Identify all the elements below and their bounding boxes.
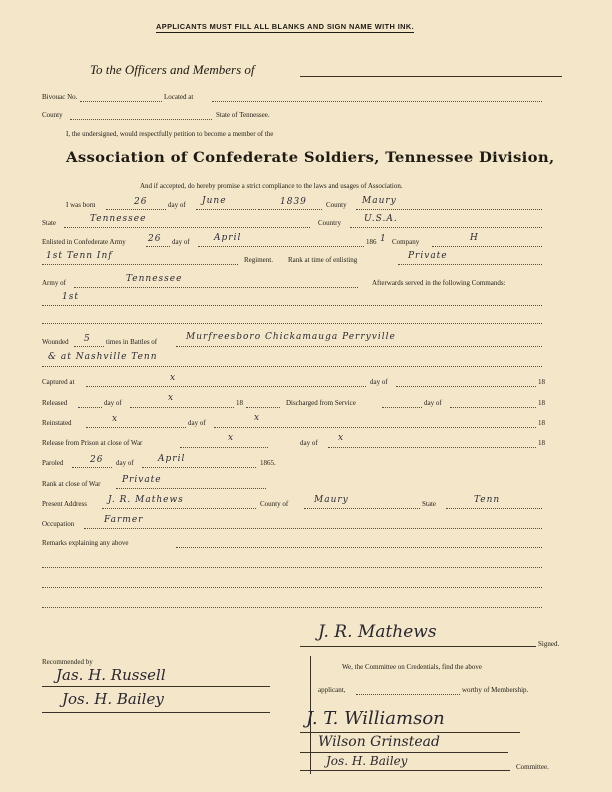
rank-enlist-label: Rank at time of enlisting	[288, 256, 358, 264]
captured-value: x	[170, 373, 177, 383]
occupation-label: Occupation	[42, 520, 75, 528]
reinstated-day-field[interactable]	[86, 427, 186, 428]
reinstated-dayof-label: day of	[188, 419, 206, 427]
present-state-value: Tenn	[474, 495, 501, 505]
discharged-18: 18	[538, 399, 545, 407]
battles-value-1: Murfreesboro Chickamauga Perryville	[186, 332, 396, 342]
present-state-field[interactable]	[446, 508, 542, 509]
header-banner: APPLICANTS MUST FILL ALL BLANKS AND SIGN NAME WITH INK.	[156, 22, 415, 31]
present-address-label: Present Address	[42, 500, 87, 508]
army-of-value: Tennessee	[126, 274, 183, 284]
located-label: Located at	[164, 93, 194, 101]
state-field[interactable]	[64, 227, 310, 228]
reinstated-18: 18	[538, 419, 545, 427]
release-prison-label: Release from Prison at close of War	[42, 439, 143, 447]
county-label: County	[42, 111, 63, 119]
born-year-field[interactable]	[258, 209, 322, 210]
enlist-year-value: 1	[380, 234, 387, 244]
worthy-label: worthy of Membership.	[462, 686, 529, 694]
recommender-line-1	[42, 686, 270, 687]
signed-label: Signed.	[538, 640, 560, 648]
committee-line-1	[300, 732, 520, 733]
reinstated-value-2: x	[254, 413, 261, 423]
army-of-field[interactable]	[74, 287, 358, 288]
released-18: 18	[236, 399, 243, 407]
remarks-field-3[interactable]	[42, 587, 542, 588]
present-county-value: Maury	[314, 495, 349, 505]
army-of-label: Army of	[42, 279, 66, 287]
wounded-times-value: 5	[84, 334, 91, 344]
present-state-label: State	[422, 500, 436, 508]
bivouac-label: Bivouac No.	[42, 93, 78, 101]
state-value: Tennessee	[90, 214, 147, 224]
born-county-label: County	[326, 201, 347, 209]
paroled-dayof-label: day of	[116, 459, 134, 467]
captured-field[interactable]	[86, 386, 366, 387]
occupation-field[interactable]	[84, 528, 542, 529]
born-month-value: June	[202, 196, 227, 206]
released-month-field[interactable]	[130, 407, 234, 408]
association-title: Association of Confederate Soldiers, Tennessee Division,	[66, 150, 555, 166]
discharged-dayof-label: day of	[424, 399, 442, 407]
released-value: x	[168, 393, 175, 403]
paroled-label: Paroled	[42, 459, 64, 467]
discharged-date-field[interactable]	[450, 407, 536, 408]
rank-close-value: Private	[122, 475, 162, 485]
prison-value-1: x	[228, 433, 235, 443]
captured-18: 18	[538, 378, 545, 386]
captured-label: Captured at	[42, 378, 75, 386]
enlist-day-value: 26	[148, 234, 162, 244]
regiment-value: 1st Tenn Inf	[46, 251, 113, 261]
present-county-field[interactable]	[304, 508, 420, 509]
enlist-day-field[interactable]	[146, 246, 170, 247]
members-of-line	[300, 76, 562, 77]
petition-text: I, the undersigned, would respectfully petition to become a member of the	[66, 130, 274, 138]
released-year-field[interactable]	[246, 407, 280, 408]
promise-text: And if accepted, do hereby promise a strict compliance to the laws and usages of Association.	[140, 182, 403, 190]
paroled-month-field[interactable]	[142, 467, 256, 468]
applicant-field[interactable]	[356, 694, 460, 695]
located-field[interactable]	[212, 101, 542, 102]
discharged-day-field[interactable]	[382, 407, 422, 408]
paroled-month-value: April	[158, 454, 186, 464]
battles-field[interactable]	[176, 346, 542, 347]
rank-enlist-field[interactable]	[398, 264, 542, 265]
regiment-field[interactable]	[42, 264, 238, 265]
enlist-year-label: 186	[366, 238, 377, 246]
prison-18: 18	[538, 439, 545, 447]
born-dayof-label: day of	[168, 201, 186, 209]
born-month-field[interactable]	[196, 209, 256, 210]
battles-value-2: & at Nashville Tenn	[48, 352, 158, 362]
battles-field-2[interactable]	[42, 366, 542, 367]
regiment-label: Regiment.	[244, 256, 273, 264]
present-county-label: County of	[260, 500, 289, 508]
enlisted-label: Enlisted in Confederate Army	[42, 238, 126, 246]
committee-signature-3: Jos. H. Bailey	[326, 754, 408, 768]
committee-label: Committee.	[516, 763, 549, 771]
released-label: Released	[42, 399, 68, 407]
committee-signature-1: J. T. Williamson	[306, 708, 445, 729]
address-line: To the Officers and Members of	[90, 62, 255, 77]
company-value: H	[470, 233, 479, 243]
born-county-value: Maury	[362, 196, 397, 206]
enlist-month-value: April	[214, 233, 242, 243]
enlist-month-field[interactable]	[198, 246, 364, 247]
reinstated-label: Reinstated	[42, 419, 72, 427]
prison-value-2: x	[338, 433, 345, 443]
paroled-year: 1865.	[260, 459, 276, 467]
committee-text: We, the Committee on Credentials, find the above	[342, 663, 482, 671]
signature-line	[300, 646, 536, 647]
occupation-value: Farmer	[104, 515, 144, 525]
prison-dayof-label: day of	[300, 439, 318, 447]
commands-field[interactable]	[42, 305, 542, 306]
rank-close-label: Rank at close of War	[42, 480, 101, 488]
remarks-label: Remarks explaining any above	[42, 539, 129, 547]
paroled-day-value: 26	[90, 455, 104, 465]
paroled-day-field[interactable]	[72, 467, 112, 468]
recommender-1: Jas. H. Russell	[56, 666, 166, 684]
country-field[interactable]	[350, 227, 542, 228]
born-label: I was born	[66, 201, 96, 209]
commands-value: 1st	[62, 292, 79, 302]
applicant-signature: J. R. Mathews	[318, 622, 437, 642]
present-address-field[interactable]	[102, 508, 256, 509]
reinstated-date-field[interactable]	[214, 427, 536, 428]
country-label: Country	[318, 219, 341, 227]
state-label: State	[42, 219, 56, 227]
remarks-field-2[interactable]	[42, 567, 542, 568]
country-value: U.S.A.	[364, 214, 398, 224]
remarks-field-4[interactable]	[42, 607, 542, 608]
commands-field-2[interactable]	[42, 323, 542, 324]
born-year-value: 1839	[280, 197, 307, 207]
wounded-label: Wounded	[42, 338, 69, 346]
recommender-line-2	[42, 712, 270, 713]
reinstated-value-1: x	[112, 414, 119, 424]
committee-line-2	[300, 752, 508, 753]
recommender-2: Jos. H. Bailey	[62, 690, 164, 708]
prison-date-field[interactable]	[328, 447, 536, 448]
times-battles-label: times in Battles of	[106, 338, 158, 346]
captured-dayof-label: day of	[370, 378, 388, 386]
remarks-field-1[interactable]	[176, 547, 542, 548]
rank-enlist-value: Private	[408, 251, 448, 261]
rank-close-field[interactable]	[116, 488, 266, 489]
recommended-label: Recommended by	[42, 658, 93, 666]
bivouac-field[interactable]	[80, 101, 162, 102]
state-tn-label: State of Tennessee.	[216, 111, 270, 119]
committee-line-3	[300, 770, 510, 771]
captured-date-field[interactable]	[396, 386, 536, 387]
applicant-label: applicant,	[318, 686, 346, 694]
released-dayof-label: day of	[104, 399, 122, 407]
county-field[interactable]	[70, 119, 212, 120]
released-day-field[interactable]	[78, 407, 102, 408]
committee-signature-2: Wilson Grinstead	[318, 734, 440, 750]
born-day-value: 26	[134, 197, 148, 207]
prison-field[interactable]	[180, 447, 268, 448]
wounded-times-field[interactable]	[74, 346, 104, 347]
discharged-label: Discharged from Service	[286, 399, 356, 407]
company-field[interactable]	[432, 246, 542, 247]
present-address-value: J. R. Mathews	[108, 495, 184, 505]
served-label: Afterwards served in the following Commands:	[372, 279, 506, 287]
company-label: Company	[392, 238, 420, 246]
enlist-dayof-label: day of	[172, 238, 190, 246]
born-day-field[interactable]	[106, 209, 166, 210]
born-county-field[interactable]	[356, 209, 542, 210]
